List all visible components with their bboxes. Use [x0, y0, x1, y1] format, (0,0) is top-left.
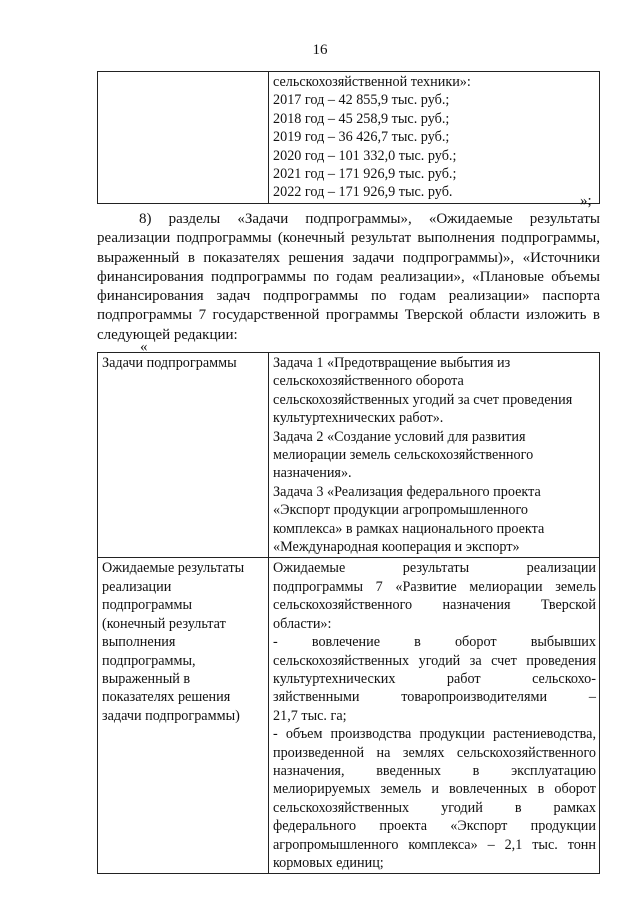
- text-line: «Международная кооперация и экспорт»: [273, 539, 520, 556]
- table-row: [98, 558, 600, 874]
- text-line: назначения, введенных в эксплуатацию: [273, 762, 596, 779]
- table-cell-empty: [98, 72, 269, 204]
- label-line: реализации: [102, 578, 172, 595]
- text-line: области»:: [273, 615, 332, 632]
- body-paragraph: [97, 210, 600, 345]
- text-line: сельскохозяйственной техники»:: [273, 74, 471, 90]
- text-line: - вовлечение в оборот выбывших: [273, 634, 596, 651]
- text-line: Задача 1 «Предотвращение выбытия из: [273, 355, 511, 371]
- text-line: культуртехнических работ».: [273, 410, 444, 427]
- paragraph-text: 8) разделы «Задачи подпрограммы», «Ожидаемые результаты реализации подпрограммы (конечный результат выполнения подпрограммы, выраженный в показателях решения задачи подпрограммы)», «Источники финансирования подпрограммы по годам реализации», «Плановые объемы финансирования задач подпрограммы по годам реализации» паспорта подпрограммы 7 государственной программы Тверской области изложить в следующей редакции:: [97, 211, 600, 343]
- text-line: сельскохозяйственного оборота: [273, 373, 464, 390]
- label-line: Ожидаемые результаты: [102, 560, 245, 577]
- text-line: кормовых единиц;: [273, 854, 384, 871]
- text-line: зяйственными товаропроизводителями –: [273, 689, 596, 706]
- text-line: мелиорации земель сельскохозяйственного: [273, 447, 534, 464]
- table-row: [98, 353, 600, 558]
- opening-quote: «: [140, 339, 148, 355]
- financing-cell: [269, 72, 600, 204]
- text-line: Задача 2 «Создание условий для развития: [273, 428, 526, 445]
- text-line: федерального проекта «Экспорт продукции: [273, 818, 596, 835]
- row-label-tasks: Задачи подпрограммы: [98, 353, 269, 558]
- label-line: подпрограммы,: [102, 652, 196, 669]
- text-line: сельскохозяйственных угодий за счет проведения: [273, 391, 573, 408]
- row-label-expected-results: [98, 558, 269, 874]
- text-line: 2017 год – 42 855,9 тыс. руб.;: [273, 92, 450, 109]
- label-line: задачи подпрограммы): [102, 707, 240, 724]
- label-line: показателях решения: [102, 689, 231, 706]
- text-line: 2018 год – 45 258,9 тыс. руб.;: [273, 110, 450, 127]
- label-line: выполнения: [102, 634, 176, 651]
- text-line: Задача 3 «Реализация федерального проекта: [273, 483, 541, 500]
- page-number: 16: [312, 42, 328, 58]
- text-line: сельскохозяйственных угодий за счет проведения: [273, 652, 596, 669]
- text-line: подпрограммы 7 «Развитие мелиорации земель: [273, 578, 596, 595]
- text-line: назначения».: [273, 465, 352, 482]
- text-line: 2020 год – 101 332,0 тыс. руб.;: [273, 147, 457, 164]
- text-line: 2019 год – 36 426,7 тыс. руб.;: [273, 129, 450, 146]
- text-line: 2021 год – 171 926,9 тыс. руб.;: [273, 166, 457, 183]
- expected-results-cell: [269, 558, 600, 874]
- label-line: подпрограммы: [102, 597, 192, 614]
- text-line: - объем производства продукции растениеводства,: [273, 726, 596, 743]
- text-line: сельскохозяйственного назначения Тверской: [273, 597, 596, 614]
- label-line: (конечный результат: [102, 615, 226, 632]
- text-line: 21,7 тыс. га;: [273, 707, 347, 724]
- continued-table: [97, 71, 600, 204]
- passport-table: [97, 352, 600, 874]
- text-line: культуртехнических работ сельскохо-: [273, 670, 596, 687]
- table-row: [98, 72, 600, 204]
- text-line: комплекса» в рамках национального проекта: [273, 520, 545, 537]
- closing-quote: »;: [580, 193, 592, 209]
- label-line: выраженный в: [102, 670, 191, 687]
- text-line: «Экспорт продукции агропромышленного: [273, 502, 528, 519]
- text-line: мелиорируемых земель и вовлеченных в оборот: [273, 781, 596, 798]
- text-line: произведенной на землях сельскохозяйственного: [273, 744, 596, 761]
- text-line: агропромышленного комплекса» – 2,1 тыс. тонн: [273, 836, 596, 853]
- tasks-cell: [269, 353, 600, 558]
- text-line: Ожидаемые результаты реализации: [273, 560, 596, 577]
- text-line: 2022 год – 171 926,9 тыс. руб.: [273, 184, 453, 201]
- text-line: сельскохозяйственных угодий в рамках: [273, 799, 596, 816]
